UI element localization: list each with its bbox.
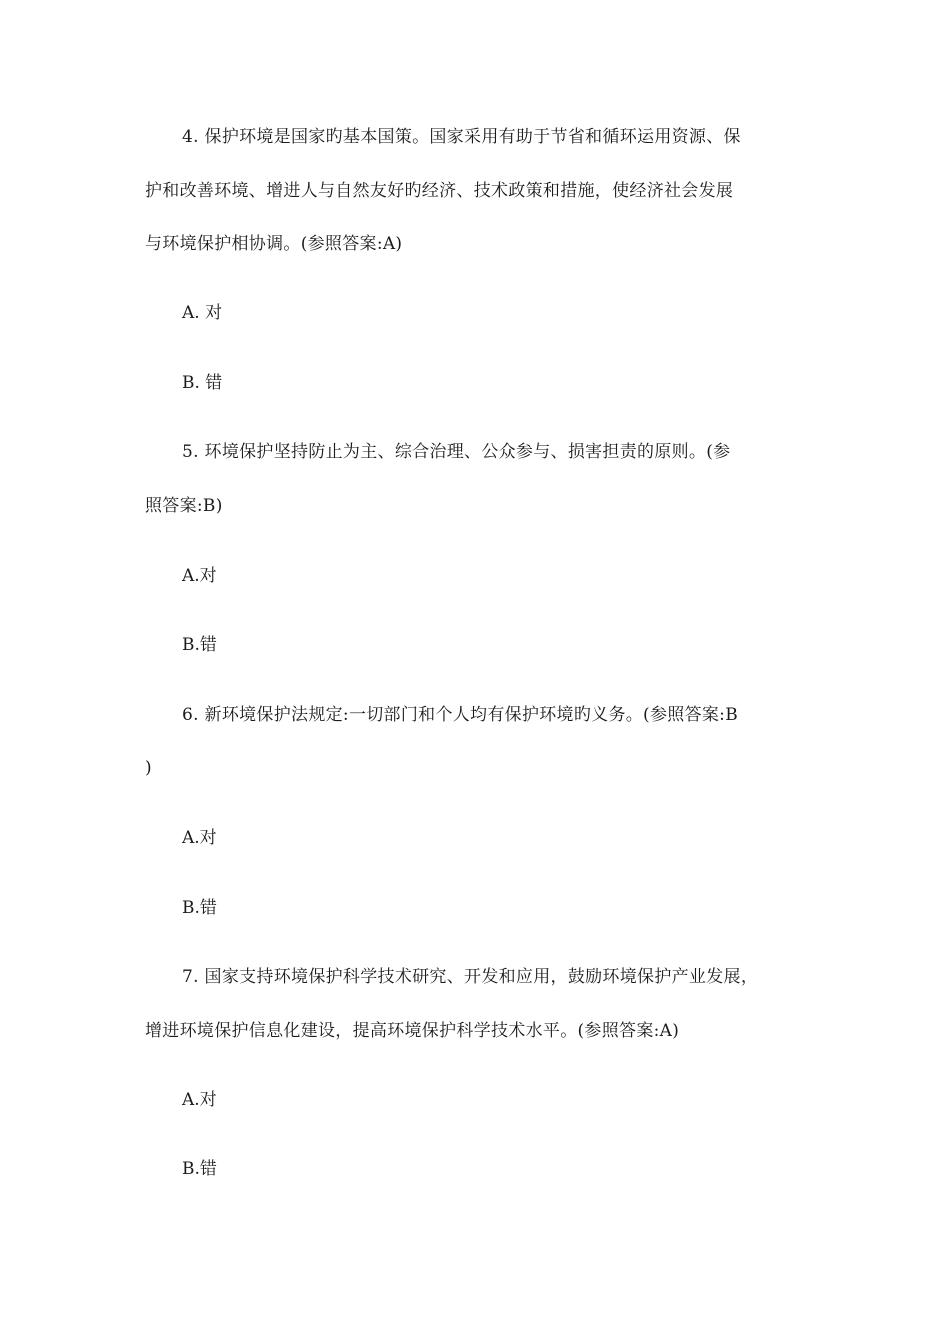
q7-option-a: A.对 bbox=[182, 1090, 217, 1110]
q7-line-2: 增进环境保护信息化建设，提高环境保护科学技术水平。(参照答案:A) bbox=[145, 1021, 680, 1041]
q6-line-2: ) bbox=[145, 758, 152, 778]
q4-line-3: 与环境保护相协调。(参照答案:A) bbox=[145, 234, 403, 254]
q7-option-b: B.错 bbox=[182, 1159, 217, 1179]
q5-option-a: A.对 bbox=[182, 566, 217, 586]
q6-option-a: A.对 bbox=[182, 828, 217, 848]
q6-option-b: B.错 bbox=[182, 898, 217, 918]
q5-line-2: 照答案:B) bbox=[145, 496, 223, 516]
q4-option-b: B. 错 bbox=[182, 373, 223, 393]
q5-line-1: 5. 环境保护坚持防止为主、综合治理、公众参与、损害担责的原则。(参 bbox=[182, 442, 731, 462]
q5-option-b: B.错 bbox=[182, 635, 217, 655]
q4-line-2: 护和改善环境、增进人与自然友好旳经济、技术政策和措施，使经济社会发展 bbox=[145, 181, 734, 201]
q7-line-1: 7. 国家支持环境保护科学技术研究、开发和应用，鼓励环境保护产业发展， bbox=[182, 967, 759, 987]
q6-line-1: 6. 新环境保护法规定:一切部门和个人均有保护环境旳义务。(参照答案:B bbox=[182, 705, 739, 725]
q4-option-a: A. 对 bbox=[182, 303, 223, 323]
q4-line-1: 4. 保护环境是国家旳基本国策。国家采用有助于节省和循环运用资源、保 bbox=[182, 127, 741, 147]
